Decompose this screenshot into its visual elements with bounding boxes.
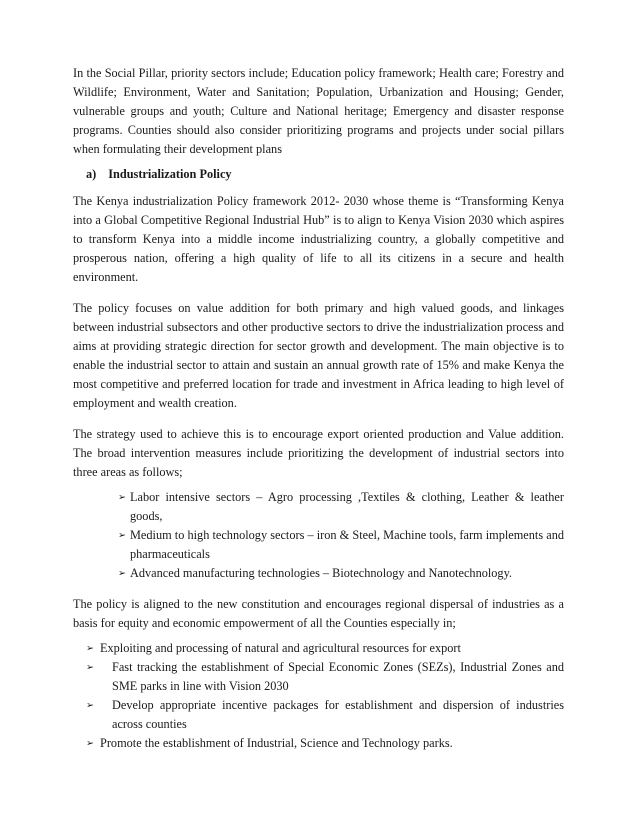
list-item: [86, 639, 564, 658]
arrow-bullet-icon: ➢: [118, 568, 126, 579]
county-list: [73, 639, 564, 753]
document-page: [73, 64, 564, 753]
section-marker: a): [86, 167, 97, 181]
policy-paragraph: The Kenya industrialization Policy framework 2012- 2030 whose theme is “Transforming Kenya into a Global Competitive Regional Industrial Hub” is to align to Kenya Vision 2030 which aspires to transform Kenya into a middle income industrializing country, a globally competitive and prosperous nation, offering a high quality of life to all its citizens in a secure and health environment.: [73, 194, 564, 284]
list-item: [86, 734, 564, 753]
arrow-bullet-icon: ➢: [86, 700, 94, 711]
list-item: [118, 488, 564, 526]
intro-paragraph: In the Social Pillar, priority sectors include; Education policy framework; Health care; Forestry and Wildlife; Environment, Water and Sanitation; Population, Urbanization and Housing; Gender, vulnerable groups and youth; Culture and National heritage; Emergency and disaster response programs. Counties should also consider prioritizing programs and projects under social pillars when formulating their development plans: [73, 66, 564, 156]
strategy-paragraph: The strategy used to achieve this is to encourage export oriented production and Value addition. The broad intervention measures include prioritizing the development of industrial sectors into three areas as follows;: [73, 427, 564, 479]
arrow-bullet-icon: ➢: [86, 738, 94, 749]
list-item-text: Exploiting and processing of natural and agricultural resources for export: [100, 641, 461, 655]
arrow-bullet-icon: ➢: [86, 643, 94, 654]
list-item-text: Develop appropriate incentive packages for establishment and dispersion of industries across counties: [112, 698, 564, 731]
list-item: [86, 658, 564, 696]
list-item-text: Labor intensive sectors – Agro processing ,Textiles & clothing, Leather & leather goods,: [130, 490, 564, 523]
list-item: [118, 526, 564, 564]
list-item-text: Medium to high technology sectors – iron & Steel, Machine tools, farm implements and pharmaceuticals: [130, 528, 564, 561]
sector-list: [73, 488, 564, 583]
focus-paragraph: The policy focuses on value addition for both primary and high valued goods, and linkages between industrial subsectors and other productive sectors to drive the industrialization process and aims at providing strategic direction for sector growth and development. The main objective is to enable the industrial sector to attain and sustain an annual growth rate of 15% and make Kenya the most competitive and preferred location for trade and investment in Africa leading to high level of employment and wealth creation.: [73, 301, 564, 410]
alignment-paragraph: The policy is aligned to the new constitution and encourages regional dispersal of industries as a basis for equity and economic empowerment of all the Counties especially in;: [73, 597, 564, 630]
section-heading: [86, 165, 564, 184]
arrow-bullet-icon: ➢: [118, 492, 126, 503]
arrow-bullet-icon: ➢: [118, 530, 126, 541]
section-title: Industrialization Policy: [108, 167, 232, 181]
arrow-bullet-icon: ➢: [86, 662, 94, 673]
list-item-text: Promote the establishment of Industrial, Science and Technology parks.: [100, 736, 453, 750]
list-item-text: Fast tracking the establishment of Special Economic Zones (SEZs), Industrial Zones and SME parks in line with Vision 2030: [112, 660, 564, 693]
list-item-text: Advanced manufacturing technologies – Biotechnology and Nanotechnology.: [130, 566, 513, 580]
list-item: [86, 696, 564, 734]
list-item: [118, 564, 564, 583]
